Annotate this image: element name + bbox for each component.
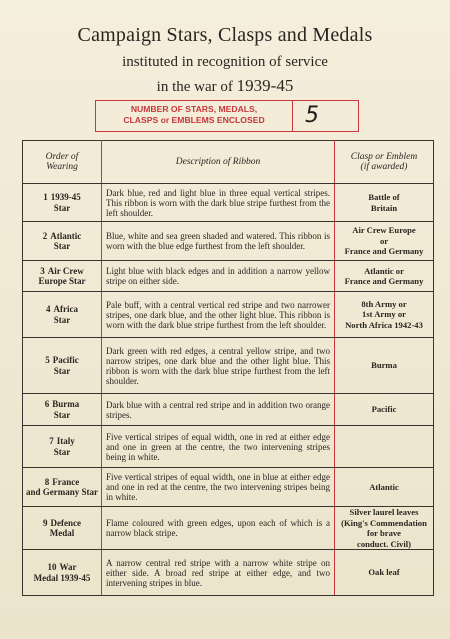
ribbon-description: Dark blue with a central red stripe and in addition two orange stripes. bbox=[102, 394, 335, 426]
medal-number: 4 bbox=[46, 304, 51, 314]
ribbon-description: Dark blue, red and light blue in three equal vertical stripes. This ribbon is worn with the dark blue stripe furthest from the left shoulder. bbox=[102, 184, 335, 222]
medal-name-cell bbox=[23, 394, 102, 426]
medal-name-line1 bbox=[25, 518, 99, 529]
medal-name-line2: Star bbox=[53, 409, 71, 420]
clasp-line3: France and Germany bbox=[344, 246, 424, 257]
medal-name-first: Pacific bbox=[52, 355, 79, 365]
war-prefix: in the war of bbox=[156, 79, 233, 95]
table-row bbox=[23, 338, 434, 394]
table-row bbox=[23, 222, 434, 261]
clasp-line2: or bbox=[379, 235, 389, 246]
table-row bbox=[23, 394, 434, 426]
medal-name-line2: Star bbox=[53, 446, 71, 457]
medal-name-line2: and Germany Star bbox=[26, 487, 98, 497]
enclosed-value: 5 bbox=[305, 103, 319, 128]
page-subtitle: instituted in recognition of service bbox=[122, 54, 328, 70]
header-description: Description of Ribbon bbox=[102, 141, 335, 184]
clasp-cell bbox=[335, 184, 434, 222]
header-order-line2: Wearing bbox=[46, 162, 78, 172]
page-title: Campaign Stars, Clasps and Medals bbox=[77, 24, 373, 46]
medal-name-first: Air Crew bbox=[47, 265, 84, 276]
clasp-line1: Air Crew Europe bbox=[352, 225, 416, 236]
medal-name-line1 bbox=[25, 355, 99, 366]
header-clasp bbox=[335, 141, 434, 184]
medal-name-line2: Medal bbox=[49, 528, 75, 538]
clasp-line3: conduct. Civil) bbox=[357, 538, 411, 549]
clasp-line3: North Africa 1942-43 bbox=[345, 319, 423, 330]
medal-number: 9 bbox=[43, 517, 48, 528]
medal-name-cell bbox=[23, 261, 102, 292]
ribbon-description: Light blue with black edges and in addition a narrow yellow stripe on either side. bbox=[102, 261, 335, 292]
medal-name-line1 bbox=[25, 192, 99, 203]
header-clasp-line2: (if awarded) bbox=[360, 162, 408, 172]
table-row bbox=[23, 426, 434, 468]
table-header-row bbox=[23, 141, 434, 184]
enclosed-label bbox=[96, 101, 293, 131]
clasp-line1: Atlantic bbox=[369, 481, 399, 492]
clasp-cell bbox=[335, 426, 434, 468]
medal-name-first: Defence bbox=[50, 517, 81, 528]
table-row bbox=[23, 184, 434, 222]
clasp-line2: 1st Army or bbox=[362, 309, 406, 320]
clasp-cell bbox=[335, 550, 434, 596]
ribbon-description: Blue, white and sea green shaded and watered. This ribbon is worn with the blue edge furthest from the left shoulder. bbox=[102, 222, 335, 261]
clasp-cell bbox=[335, 338, 434, 394]
clasp-line2: Britain bbox=[370, 202, 398, 213]
table-row bbox=[23, 550, 434, 596]
medal-name-line2: Star bbox=[53, 241, 71, 251]
enclosed-label-line1: NUMBER OF STARS, MEDALS, bbox=[130, 104, 258, 114]
medal-number: 3 bbox=[40, 265, 45, 276]
table-row bbox=[23, 261, 434, 292]
medal-name-cell bbox=[23, 468, 102, 507]
medal-name-first: Africa bbox=[53, 304, 78, 314]
medal-number: 10 bbox=[47, 562, 57, 572]
ribbon-description: Flame coloured with green edges, upon each of which is a narrow black stripe. bbox=[102, 507, 335, 550]
medal-name-line1 bbox=[25, 399, 99, 410]
medal-name-line2: Medal 1939-45 bbox=[33, 572, 91, 583]
clasp-line2: France and Germany bbox=[344, 276, 424, 286]
medal-name-cell bbox=[23, 338, 102, 394]
ribbon-description: A narrow central red stripe with a narrow white stripe on either side. A broad red stripe at either edge, and two intervening stripes in blue. bbox=[102, 550, 335, 596]
medal-number: 8 bbox=[44, 476, 50, 487]
war-line bbox=[0, 76, 450, 96]
medal-name-line2: Star bbox=[53, 314, 71, 325]
clasp-line1: 8th Army or bbox=[361, 298, 407, 309]
table-row bbox=[23, 292, 434, 338]
enclosed-count-box bbox=[95, 100, 359, 132]
medal-name-line1 bbox=[25, 562, 99, 573]
ribbon-description: Dark green with red edges, a central yellow stripe, and two narrow stripes, one dark blue and the other light blue. This ribbon is worn with the dark blue stripe furthest from the left shoulder. bbox=[102, 338, 335, 394]
medal-number: 6 bbox=[44, 399, 50, 409]
medal-name-line1 bbox=[25, 436, 99, 447]
medal-name-cell bbox=[23, 292, 102, 338]
medal-name-cell bbox=[23, 507, 102, 550]
header-clasp-line1: Clasp or Emblem bbox=[350, 152, 418, 162]
medal-name-line2: Star bbox=[53, 365, 71, 376]
medal-number: 2 bbox=[42, 230, 48, 241]
clasp-cell bbox=[335, 292, 434, 338]
medal-name-cell bbox=[23, 184, 102, 222]
medal-name-first: Italy bbox=[56, 436, 75, 446]
medal-name-cell bbox=[23, 550, 102, 596]
medal-name-first: Burma bbox=[52, 399, 80, 409]
medal-name-line1 bbox=[25, 266, 99, 277]
clasp-line1: Burma bbox=[371, 360, 397, 371]
medal-name-cell bbox=[23, 426, 102, 468]
clasp-cell bbox=[335, 507, 434, 550]
ribbon-description: Pale buff, with a central vertical red stripe and two narrower stripes, one dark blue, and the other light blue. This ribbon is worn with the dark blue stripe furthest from the left shoulder. bbox=[102, 292, 335, 338]
clasp-line1: Atlantic or bbox=[364, 265, 404, 276]
medal-name-first: Atlantic bbox=[50, 230, 82, 241]
medal-number: 1 bbox=[43, 192, 48, 202]
clasp-line2: (King's Commendation for brave bbox=[341, 517, 427, 538]
clasp-cell bbox=[335, 261, 434, 292]
clasp-line1: Battle of bbox=[368, 192, 400, 202]
clasp-line1: Pacific bbox=[371, 404, 397, 415]
header-order-line1: Order of bbox=[45, 152, 79, 162]
clasp-cell bbox=[335, 394, 434, 426]
table-row bbox=[23, 468, 434, 507]
medal-number: 5 bbox=[45, 355, 50, 365]
header-order bbox=[23, 141, 102, 184]
medal-name-line2: Star bbox=[53, 202, 71, 213]
medal-name-line2: Europe Star bbox=[38, 276, 86, 286]
clasp-line1: Silver laurel leaves bbox=[349, 507, 419, 517]
clasp-line1: Oak leaf bbox=[368, 567, 400, 578]
table-row bbox=[23, 507, 434, 550]
enclosed-label-line2: CLASPS or EMBLEMS ENCLOSED bbox=[123, 115, 265, 125]
ribbon-description: Five vertical stripes of equal width, one in red at either edge and one in green at the centre, the two intervening stripes being in white. bbox=[102, 426, 335, 468]
medal-name-line1 bbox=[25, 231, 99, 242]
medal-name-first: War bbox=[59, 562, 77, 572]
medal-name-line1 bbox=[25, 304, 99, 315]
medal-number: 7 bbox=[49, 436, 54, 446]
clasp-cell bbox=[335, 468, 434, 507]
medal-name-first: 1939-45 bbox=[50, 192, 81, 202]
ribbon-description: Five vertical stripes of equal width, one in blue at either edge and one in red at the centre, the two intervening stripes being in white. bbox=[102, 468, 335, 507]
medal-name-line1 bbox=[25, 477, 99, 488]
medals-table bbox=[22, 140, 434, 596]
clasp-cell bbox=[335, 222, 434, 261]
medal-name-cell bbox=[23, 222, 102, 261]
medal-name-first: France bbox=[52, 476, 80, 487]
war-years: 1939-45 bbox=[236, 76, 294, 95]
